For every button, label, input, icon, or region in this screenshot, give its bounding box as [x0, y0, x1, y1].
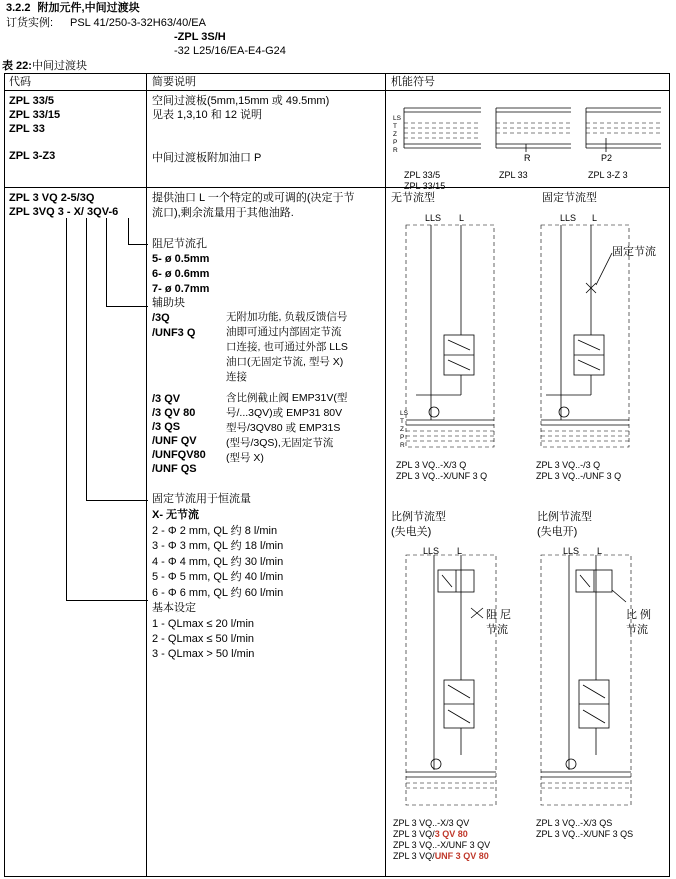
- plate-a-caption-2: ZPL 33/15: [404, 181, 446, 191]
- row2-intro-line2: 流口),剩余流量用于其他油路.: [152, 207, 294, 219]
- plate-symbol-a: [404, 108, 481, 148]
- code-zpl33-5: ZPL 33/5: [9, 95, 55, 107]
- d3-port-l: L: [457, 546, 463, 556]
- diagram4-caption: [536, 818, 633, 840]
- code-zpl3vq-model: ZPL 3VQ 3 - X/ 3QV-6: [9, 206, 119, 218]
- d1-port-l: L: [459, 213, 465, 223]
- d1-port-p: P: [400, 434, 405, 441]
- port-ls: LS: [393, 115, 401, 122]
- fixed-2: 2 - Φ 2 mm, QL 约 8 l/min: [152, 524, 278, 537]
- aux2-desc-4: (型号/3QS),无固定节流: [226, 437, 334, 449]
- d1-caption-1: ZPL 3 VQ..-X/3 Q: [396, 460, 467, 470]
- aux2-desc: [226, 391, 347, 466]
- order-example-line3: -32 L25/16/EA-E4-G24: [174, 45, 286, 57]
- basic-3: 3 - QLmax > 50 l/min: [152, 648, 255, 660]
- diagram3-title: [391, 510, 446, 540]
- aux1-desc-2: 油即可通过内部固定节流: [226, 326, 342, 338]
- aux2-codes: [152, 392, 206, 476]
- orifice-05: 5- ø 0.5mm: [152, 253, 210, 265]
- aux1-desc-1: 无附加功能, 负载反馈信号: [226, 311, 348, 323]
- d4-port-l: L: [597, 546, 603, 556]
- d4-title-main: 比例节流型: [537, 511, 592, 523]
- aux-3qv: /3 QV: [152, 393, 181, 405]
- d3-caption-3: ZPL 3 VQ..-X/UNF 3 QV: [393, 840, 491, 850]
- callout-damping-2: 节流: [486, 624, 508, 636]
- aux-3qs: /3 QS: [152, 421, 181, 433]
- flow-diagrams-bottom: [386, 540, 669, 810]
- d3-title-main: 比例节流型: [391, 511, 446, 523]
- diagram1-caption: [396, 460, 487, 482]
- diagram2-callout: 固定节流: [612, 246, 656, 258]
- table-caption: [2, 60, 87, 73]
- d1-port-column: [400, 410, 408, 450]
- row1-codes: [9, 94, 60, 136]
- d1-port-t: T: [400, 418, 404, 425]
- d1-port-r: R: [400, 442, 405, 449]
- port-t: T: [393, 123, 397, 130]
- diagram1-no-throttle: [406, 225, 494, 447]
- callout-damping-1: 阻 尼: [486, 609, 512, 621]
- aux-3q: /3Q: [152, 312, 170, 324]
- basic-1: 1 - QLmax ≤ 20 l/min: [152, 618, 255, 630]
- col-header-symbol: 机能符号: [391, 76, 435, 88]
- code-zpl33-15: ZPL 33/15: [9, 109, 61, 121]
- aux1-desc-5: 连接: [226, 371, 247, 383]
- row2-intro: [152, 191, 354, 221]
- aux-unfqv: /UNF QV: [152, 435, 197, 447]
- aux-unfqs: /UNF QS: [152, 463, 197, 475]
- d1-caption-2: ZPL 3 VQ..-X/UNF 3 Q: [396, 471, 488, 481]
- aux-unf3q: /UNF3 Q: [152, 327, 196, 339]
- d1-port-ls: LS: [400, 410, 408, 417]
- port-z: Z: [393, 131, 397, 138]
- fixed-6: 6 - Φ 6 mm, QL 约 60 l/min: [152, 586, 284, 599]
- fixed-list: [152, 508, 283, 601]
- aux-unfqv80: /UNFQV80: [152, 449, 206, 461]
- fixed-x: X- 无节流: [152, 509, 200, 521]
- code-zpl3vq-2-5: ZPL 3 VQ 2-5/3Q: [9, 192, 95, 204]
- d2-port-lls: LLS: [560, 213, 577, 223]
- callout-proportional-1: 比 例: [626, 609, 652, 621]
- orifice-06: 6- ø 0.6mm: [152, 268, 210, 280]
- aux-title: 辅助块: [152, 297, 185, 309]
- d2-caption-2: ZPL 3 VQ..-/UNF 3 Q: [536, 471, 622, 481]
- d3-title-sub: (失电关): [391, 526, 432, 538]
- port-p: P: [393, 139, 398, 146]
- plate-a-caption: [404, 170, 445, 192]
- diagram1-title: 无节流型: [391, 192, 435, 204]
- order-example-line1: PSL 41/250-3-32H63/40/EA: [70, 17, 206, 29]
- diagram2-fixed-throttle: [541, 225, 629, 447]
- plate-c-caption: ZPL 3-Z 3: [588, 170, 628, 180]
- d2-caption-1: ZPL 3 VQ..-/3 Q: [536, 460, 601, 470]
- orifice-list: [152, 252, 209, 297]
- order-example-label: 订货实例:: [6, 17, 54, 29]
- port-r: R: [393, 147, 398, 154]
- fixed-4: 4 - Φ 4 mm, QL 约 30 l/min: [152, 555, 284, 568]
- port-p2-label: P2: [601, 153, 613, 163]
- plate-symbol-c: [586, 108, 661, 152]
- aux2-desc-2: 号/...3QV)或 EMP31 80V: [226, 407, 343, 419]
- code-zpl33: ZPL 33: [9, 123, 45, 135]
- col-header-code: 代码: [9, 76, 31, 88]
- table-caption-title: 中间过渡块: [31, 60, 87, 72]
- d3-caption-4: ZPL 3 VQ/UNF 3 QV 80: [393, 851, 489, 861]
- row1-desc-line3: 中间过渡板附加油口 P: [152, 152, 262, 164]
- aux1-desc-4: 油口(无固定节流, 型号 X): [226, 356, 344, 368]
- section-heading: [6, 2, 140, 15]
- plate-symbol-b: [496, 108, 571, 152]
- plate-a-caption-1: ZPL 33/5: [404, 170, 441, 180]
- diagram4-title: [537, 510, 592, 540]
- code-zpl3-z3: ZPL 3-Z3: [9, 150, 56, 162]
- diagram3-caption: [393, 818, 490, 862]
- row1-desc: [152, 94, 329, 122]
- table-caption-number: 表 22:: [2, 60, 32, 72]
- d4-title-sub: (失电开): [537, 526, 578, 538]
- diagram2-title: 固定节流型: [542, 192, 597, 204]
- row1-desc-line2: 见表 1,3,10 和 12 说明: [152, 109, 263, 121]
- basic-list: [152, 617, 254, 662]
- fixed-5: 5 - Φ 5 mm, QL 约 40 l/min: [152, 571, 284, 583]
- order-example-line2: -ZPL 3S/H: [174, 31, 226, 43]
- d3-caption-1: ZPL 3 VQ..-X/3 QV: [393, 818, 470, 828]
- d3-caption-2: ZPL 3 VQ/3 QV 80: [393, 829, 468, 839]
- row1-desc-line1: 空间过渡板(5mm,15mm 或 49.5mm): [152, 95, 330, 107]
- d1-port-z: Z: [400, 426, 404, 433]
- fixed-3: 3 - Φ 3 mm, QL 约 18 l/min: [152, 540, 284, 552]
- aux1-desc-3: 口连接, 也可通过外部 LLS: [226, 341, 348, 353]
- aux1-desc: [226, 310, 348, 385]
- aux2-desc-1: 含比例截止阀 EMP31V(型: [226, 392, 348, 404]
- orifice-title: 阻尼节流孔: [152, 238, 207, 250]
- aux2-desc-3: 型号/3QV80 或 EMP31S: [226, 422, 341, 434]
- orifice-07: 7- ø 0.7mm: [152, 283, 210, 295]
- diagram2-caption: [536, 460, 621, 482]
- d1-port-lls: LLS: [425, 213, 442, 223]
- d4-port-lls: LLS: [563, 546, 580, 556]
- section-number: 3.2.2: [6, 2, 31, 14]
- port-r-label: R: [524, 153, 531, 163]
- aux2-desc-5: (型号 X): [226, 452, 264, 464]
- col-header-desc: 简要说明: [152, 76, 196, 88]
- section-title: 附加元件,中间过渡块: [37, 2, 140, 14]
- plate-b-caption: ZPL 33: [499, 170, 528, 180]
- row2-intro-line1: 提供油口 L 一个特定的或可调的(决定于节: [152, 192, 355, 204]
- basic-title: 基本设定: [152, 602, 196, 614]
- flow-diagrams-top: [386, 205, 669, 455]
- fixed-title: 固定节流用于恒流量: [152, 493, 251, 505]
- diagram4-proportional-no: [541, 555, 631, 805]
- diagram3-proportional-nc: [406, 555, 496, 805]
- plate-port-labels: [393, 115, 401, 155]
- d2-port-l: L: [592, 213, 598, 223]
- aux-3qv80: /3 QV 80: [152, 407, 196, 419]
- row2-codes: [9, 191, 118, 219]
- d3-port-lls: LLS: [423, 546, 440, 556]
- callout-proportional-2: 节流: [626, 624, 648, 636]
- aux1-codes: [152, 311, 195, 341]
- basic-2: 2 - QLmax ≤ 50 l/min: [152, 633, 255, 645]
- d4-caption-2: ZPL 3 VQ..-X/UNF 3 QS: [536, 829, 634, 839]
- d4-caption-1: ZPL 3 VQ..-X/3 QS: [536, 818, 613, 828]
